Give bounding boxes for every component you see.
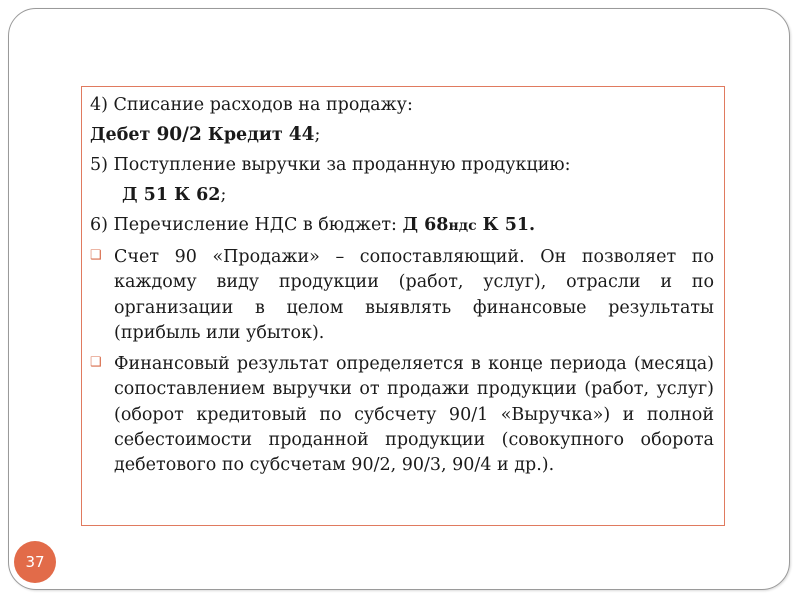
- text-line: 5) Поступление выручки за проданную продукцию:: [90, 155, 571, 175]
- text-fragment: К 51.: [476, 215, 536, 235]
- account-number: 44: [288, 124, 315, 145]
- text-line: [90, 211, 714, 239]
- slide-number-badge: 37: [14, 541, 56, 583]
- bullet-icon: ❑: [90, 248, 102, 263]
- bullet-line: Счет 90 «Продажи» – сопоставляющий. Он позволяет по: [114, 247, 714, 267]
- slide-content: [90, 91, 714, 479]
- bullet-line: дебетового по субсчетам 90/2, 90/3, 90/4 и др.).: [114, 455, 555, 476]
- bullet-icon: ❑: [90, 355, 102, 371]
- bullet-line: (прибыль или убыток).: [114, 322, 325, 343]
- bullet-line: сопоставлением выручки от продажи продукции (работ, услуг): [114, 379, 714, 400]
- text-line: [90, 181, 714, 209]
- bullet-line: организации в целом выявлять финансовые результаты: [114, 297, 714, 318]
- content-box: [81, 86, 725, 526]
- text-fragment: ;: [220, 185, 227, 205]
- text-fragment: Кредит: [201, 125, 289, 145]
- text-fragment: Д 51 К 62: [122, 185, 221, 205]
- bullet-paragraph: [90, 245, 714, 346]
- bullet-paragraph: [90, 352, 714, 478]
- bullet-line: (оборот кредитовый по субсчету 90/1 «Выручка») и полной: [114, 404, 714, 425]
- text-line: [90, 121, 714, 149]
- bullet-line: каждому виду продукции (работ, услуг), отрасли и по: [114, 272, 714, 293]
- text-fragment: 6) Перечисление НДС в бюджет:: [90, 215, 403, 235]
- text-fragment: Д 68: [402, 215, 449, 235]
- bullet-line: себестоимости проданной продукции (совокупного оборота: [114, 430, 714, 451]
- text-fragment: ;: [314, 125, 321, 145]
- text-fragment: ндс: [448, 218, 477, 234]
- bullet-line: Финансовый результат определяется в конце периода (месяца): [114, 354, 714, 375]
- text-fragment: Дебет: [90, 125, 157, 145]
- text-line: 4) Списание расходов на продажу:: [90, 95, 413, 115]
- account-number: 90/2: [156, 124, 202, 145]
